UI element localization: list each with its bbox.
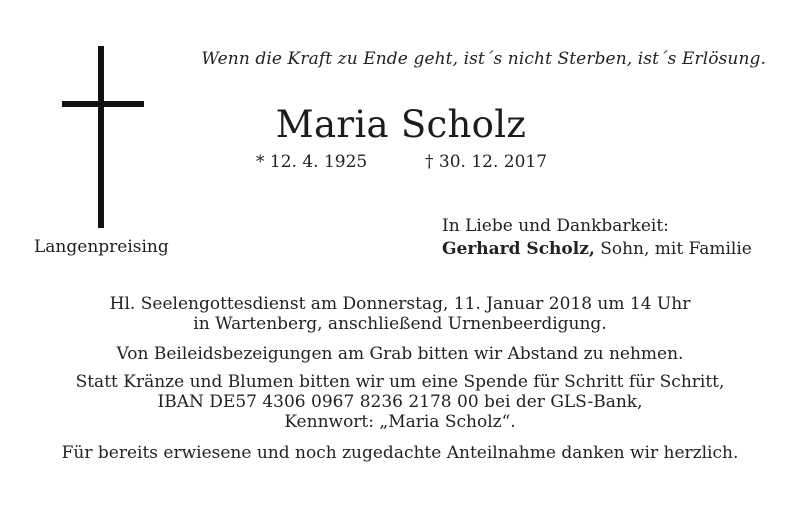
service-line-2: in Wartenberg, anschließend Urnenbeerdigung. (193, 314, 607, 334)
place-name: Langenpreising (34, 237, 169, 257)
donation-line-1: Statt Kränze und Blumen bitten wir um eine Spende für Schritt für Schritt, (75, 372, 725, 392)
birth-date: * 12. 4. 1925 (256, 152, 368, 172)
donation-line-2: IBAN DE57 4306 0967 8236 2178 00 bei der GLS-Bank, (157, 392, 643, 412)
deceased-name-text: Maria Scholz (275, 103, 527, 146)
service-line-1: Hl. Seelengottesdienst am Donnerstag, 11. Januar 2018 um 14 Uhr (109, 294, 691, 314)
death-date: † 30. 12. 2017 (425, 152, 548, 172)
thanks-notice (0, 443, 800, 463)
donation-line-3: Kennwort: „Maria Scholz“. (284, 412, 516, 432)
family-intro: In Liebe und Dankbarkeit: (442, 216, 669, 236)
condolences-notice (0, 344, 800, 364)
family-signer-line (442, 238, 752, 261)
thanks-line: Für bereits erwiesene und noch zugedachte Anteilnahme danken wir herzlich. (61, 443, 739, 463)
signer-name: Gerhard Scholz, (442, 239, 595, 259)
motto-quote: Wenn die Kraft zu Ende geht, ist´s nicht Sterben, ist´s Erlösung. (201, 49, 766, 69)
donation-notice (0, 372, 800, 432)
family-signature (442, 215, 752, 261)
condolences-line: Von Beileidsbezeigungen am Grab bitten wir Abstand zu nehmen. (116, 344, 684, 364)
service-notice (0, 294, 800, 334)
deceased-name (0, 103, 800, 146)
signer-relation: Sohn, mit Familie (594, 239, 752, 259)
